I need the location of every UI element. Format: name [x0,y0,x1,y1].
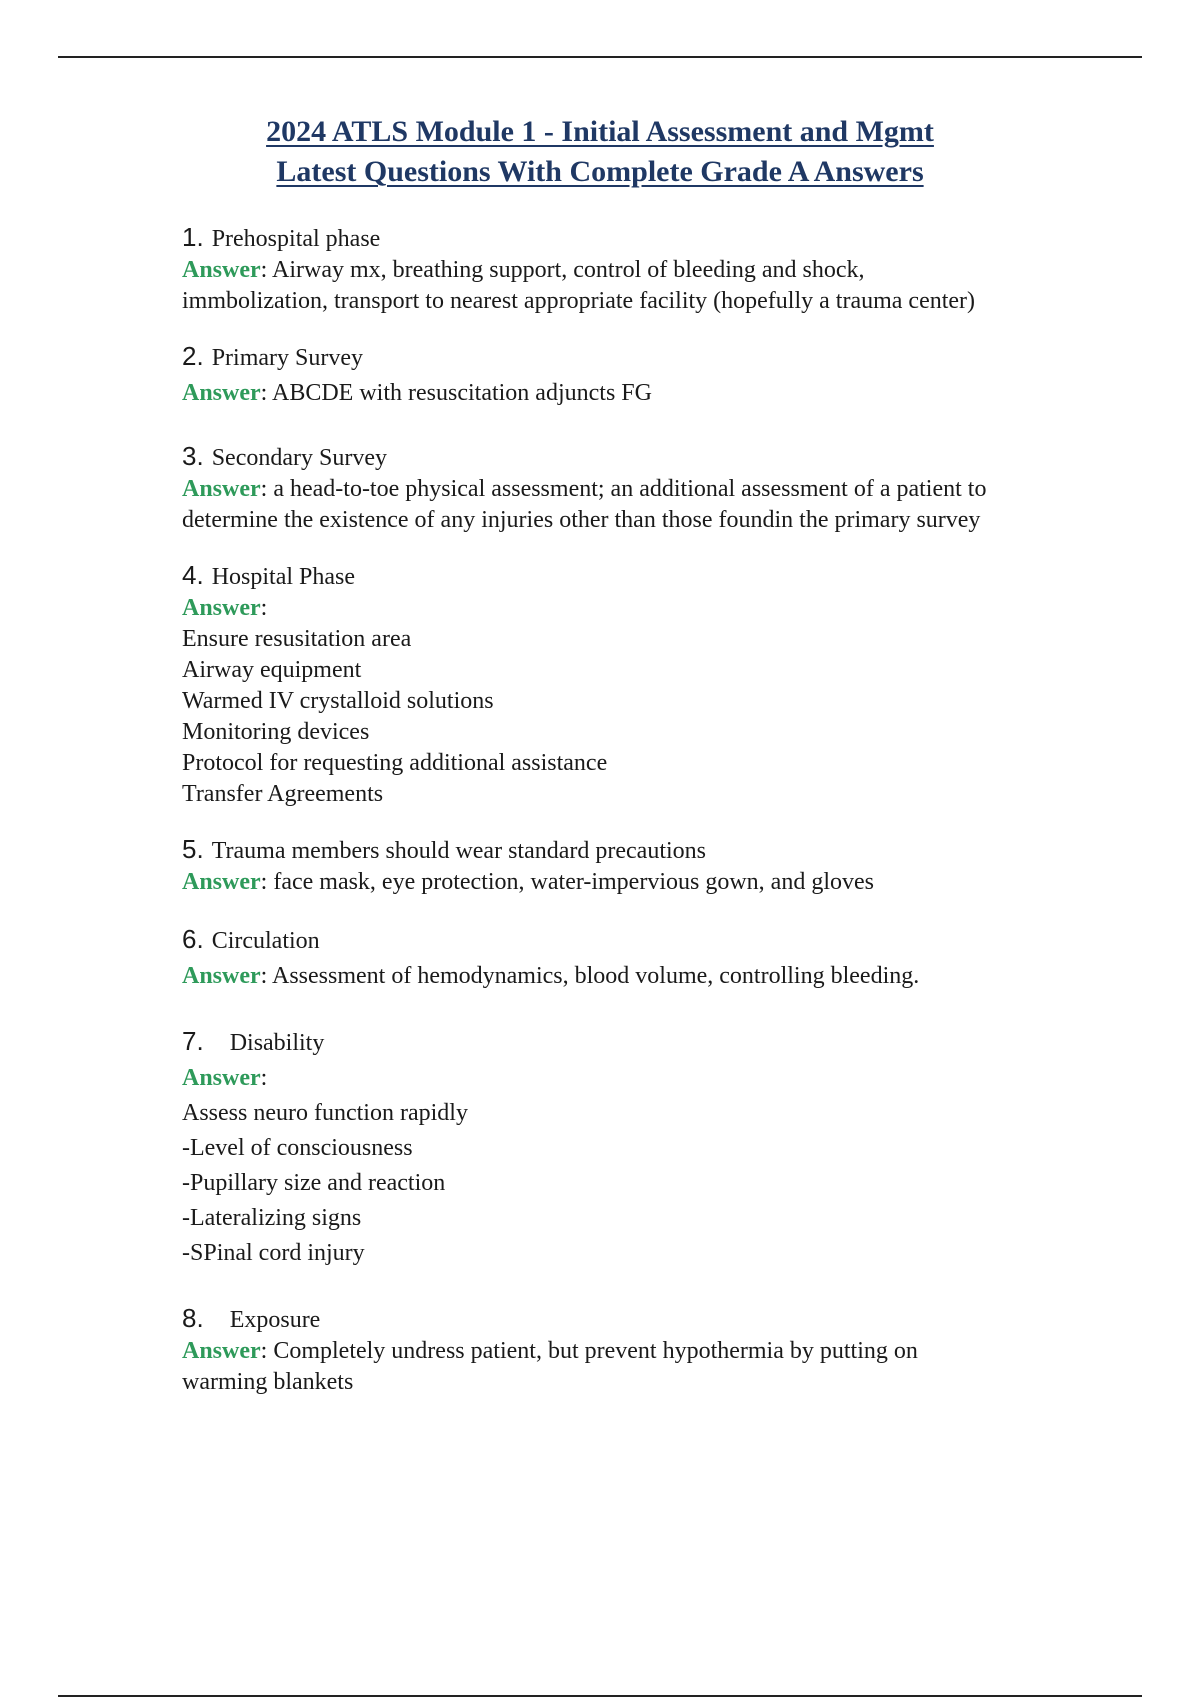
answer-text: : [260,1065,268,1091]
title-line-1: 2024 ATLS Module 1 - Initial Assessment and Mgmt [266,115,934,148]
answer-text: : [260,595,268,621]
answer-label: Answer [182,380,261,406]
qa-item-5 [182,834,1142,898]
answer-text: : a head-to-toe physical assessment; an additional assessment of a patient to [260,476,987,502]
answer-line: -Lateralizing signs [182,1205,362,1231]
qa-item-6 [182,924,1142,992]
answer-label: Answer [182,1065,261,1091]
qa-item-4 [182,560,1142,810]
question-text: Prehospital phase [211,226,381,252]
title-line-2: Latest Questions With Complete Grade A Answers [276,155,924,188]
answer-line: Airway equipment [182,657,362,683]
answer-label: Answer [182,595,261,621]
answer-label: Answer [182,257,261,283]
answer-line: warming blankets [182,1369,354,1395]
answer-line: Protocol for requesting additional assistance [182,750,608,776]
question-text: Hospital Phase [211,564,356,590]
question-number: 3. [182,441,204,471]
answer-label: Answer [182,869,261,895]
question-number: 4. [182,560,204,590]
answer-line: Monitoring devices [182,719,370,745]
question-text: Trauma members should wear standard precautions [211,838,707,864]
question-text: Circulation [211,928,320,954]
answer-text: : ABCDE with resuscitation adjuncts FG [260,380,652,406]
answer-line: Transfer Agreements [182,781,384,807]
document-title [0,112,1200,192]
answer-label: Answer [182,1338,261,1364]
answer-text: : face mask, eye protection, water-impervious gown, and gloves [260,869,874,895]
question-text: Exposure [229,1307,321,1333]
qa-item-8 [182,1303,1142,1398]
question-number: 6. [182,924,204,954]
qa-item-3 [182,441,1142,536]
question-text: Secondary Survey [211,445,387,471]
answer-line: immbolization, transport to nearest appropriate facility (hopefully a trauma center) [182,288,976,314]
qa-item-2 [182,341,1142,409]
answer-line: -Level of consciousness [182,1135,413,1161]
bottom-rule [58,1695,1142,1697]
question-text: Disability [229,1030,325,1056]
answer-line: Assess neuro function rapidly [182,1100,468,1126]
answer-line: -SPinal cord injury [182,1240,365,1266]
question-number: 5. [182,834,204,864]
answer-line: determine the existence of any injuries other than those foundin the primary survey [182,507,981,533]
answer-text: : Airway mx, breathing support, control of bleeding and shock, [260,257,865,283]
answer-line: Ensure resusitation area [182,626,412,652]
qa-item-1 [182,222,1142,317]
question-number: 2. [182,341,204,371]
answer-label: Answer [182,476,261,502]
question-number: 7. [182,1026,204,1056]
question-number: 1. [182,222,204,252]
question-number: 8. [182,1303,204,1333]
answer-text: : Assessment of hemodynamics, blood volume, controlling bleeding. [260,963,920,989]
answer-line: Warmed IV crystalloid solutions [182,688,494,714]
question-text: Primary Survey [211,345,363,371]
answer-line: -Pupillary size and reaction [182,1170,446,1196]
qa-list [182,222,1142,1398]
qa-item-7 [182,1024,1142,1271]
answer-label: Answer [182,963,261,989]
answer-text: : Completely undress patient, but prevent hypothermia by putting on [260,1338,918,1364]
top-rule [58,56,1142,58]
